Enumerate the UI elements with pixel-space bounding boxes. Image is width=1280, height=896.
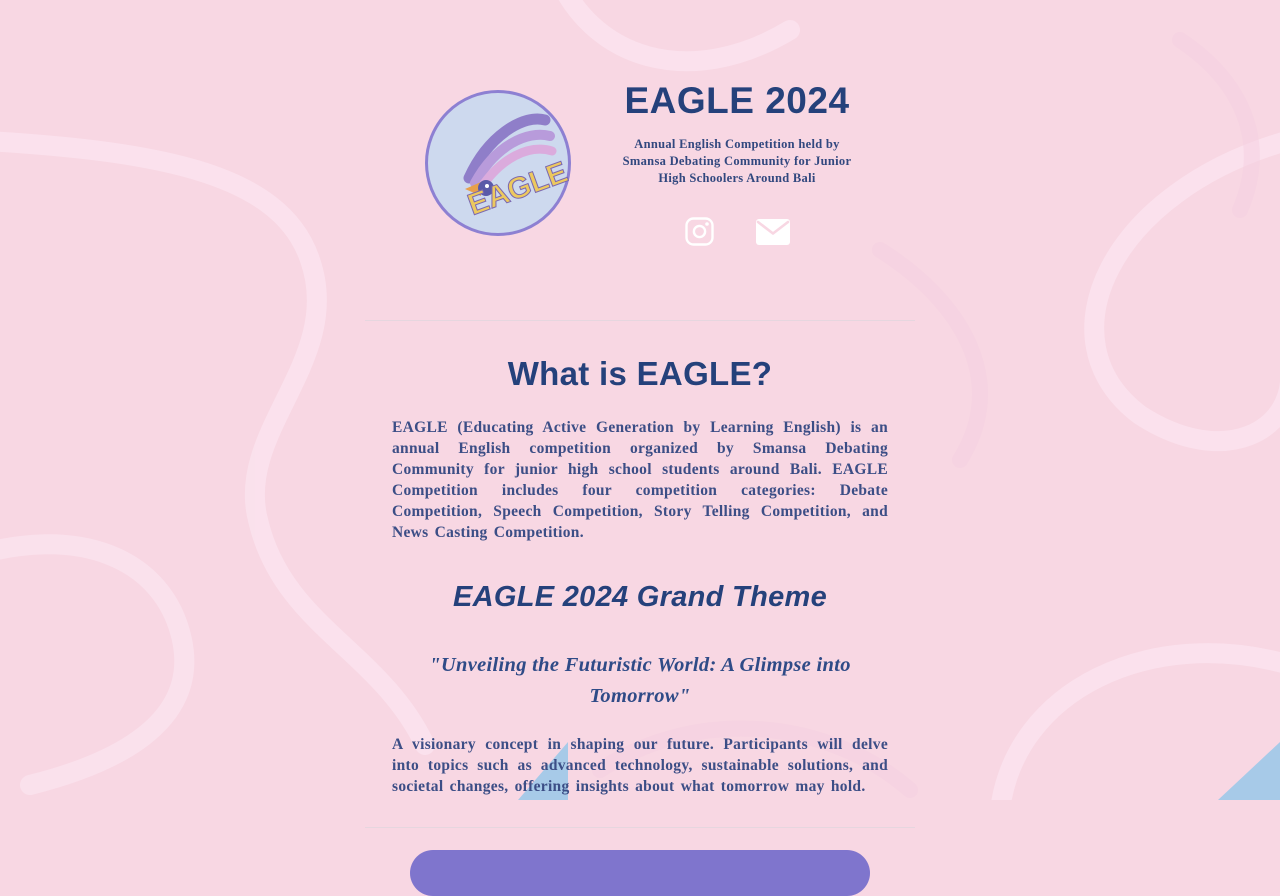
section-divider [365,320,915,321]
instagram-icon [685,217,714,246]
subtitle-line: Annual English Competition held by [634,137,840,151]
grand-theme-section [365,581,915,797]
about-section [365,355,915,543]
social-links [617,217,857,246]
section-divider [365,827,915,828]
header-text-block [617,80,857,246]
eagle-logo [423,88,573,238]
subtitle-line: Smansa Debating Community for Junior [622,154,852,168]
grand-theme-paragraph: A visionary concept in shaping our future. Participants will delve into topics such as advanced technology, sustainable solutions, and societal changes, offering insights about what tomorrow may hold. [392,736,888,795]
logo-text: EAGLE [463,155,573,222]
about-paragraph: EAGLE (Educating Active Generation by Learning English) is an annual English competition organized by Smansa Debating Community for junior high school students around Bali. EAGLE Competition includes four competition categories: Debate Competition, Speech Competition, Story Telling Competition, and News Casting Competition. [392,419,888,541]
instagram-link[interactable] [685,217,714,246]
header [365,0,915,246]
page-container [365,0,915,896]
about-heading: What is EAGLE? [507,355,773,392]
site-subtitle [617,136,857,187]
grand-theme-heading: EAGLE 2024 Grand Theme [452,581,828,613]
grand-theme-quote: "Unveiling the Futuristic World: A Glimpse into Tomorrow" [429,654,851,707]
site-title: EAGLE 2024 [624,80,850,121]
decor-triangle-bottom-right [1218,742,1280,800]
subtitle-line: High Schoolers Around Bali [658,171,816,185]
cta-button-partial[interactable] [410,850,870,896]
email-link[interactable] [756,219,790,245]
email-icon [756,219,790,245]
